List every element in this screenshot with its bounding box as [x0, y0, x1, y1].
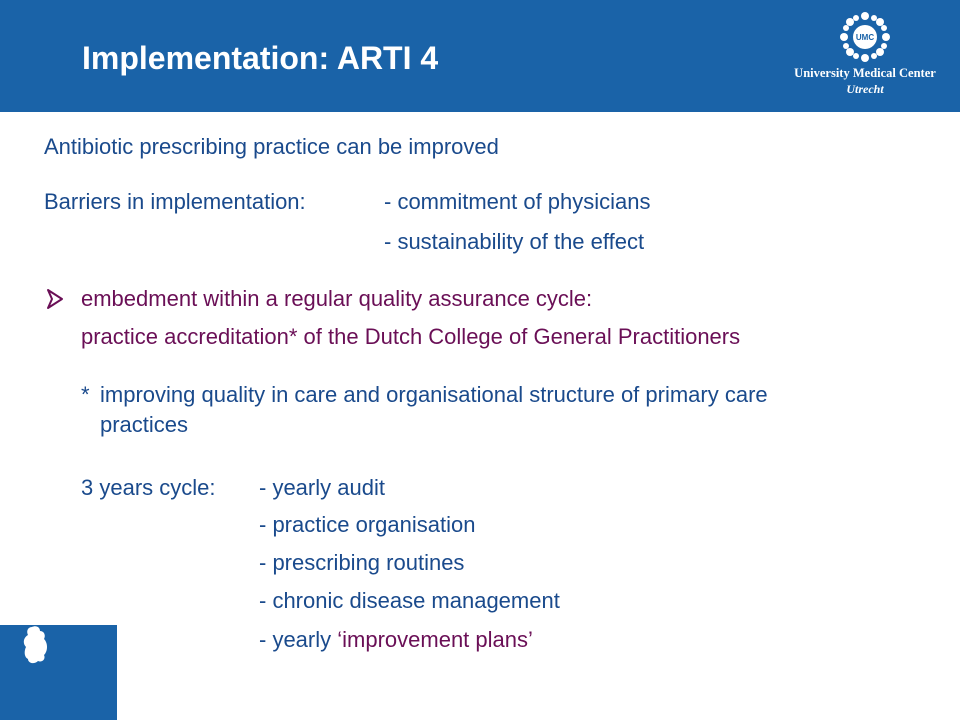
cycle-item-last-quoted: ‘improvement plans’: [337, 627, 533, 652]
barriers-label: Barriers in implementation:: [44, 189, 306, 214]
page-title: Implementation: ARTI 4: [82, 40, 439, 76]
logo-line2: Utrecht: [846, 82, 884, 96]
barrier-item-1: - commitment of physicians: [384, 189, 651, 214]
cycle-item: - practice organisation: [259, 512, 476, 537]
bullet-line-1: embedment within a regular quality assurance cycle:: [81, 286, 593, 311]
bullet-line-2: practice accreditation* of the Dutch College of General Practitioners: [81, 324, 741, 349]
umc-sun-icon: [836, 8, 894, 66]
footnote-star: *: [81, 382, 90, 407]
cycle-item-last: [259, 627, 533, 653]
utrecht-figure-icon: [20, 625, 54, 665]
cycle-item: - chronic disease management: [259, 588, 560, 613]
intro-line: Antibiotic prescribing practice can be improved: [44, 134, 499, 159]
footnote-line-2: practices: [100, 412, 189, 437]
umc-logo: [790, 8, 940, 103]
cycle-item: - yearly audit: [259, 475, 385, 500]
cycle-item-last-prefix: - yearly: [259, 627, 338, 652]
logo-line1: University Medical Center: [794, 66, 936, 80]
barrier-item-2: - sustainability of the effect: [384, 229, 645, 254]
header-bar: [0, 0, 960, 112]
corner-block: [0, 625, 117, 720]
footnote-line-1: improving quality in care and organisational structure of primary care: [100, 382, 768, 407]
arrow-bullet-icon: [44, 288, 66, 310]
cycle-item: - prescribing routines: [259, 550, 465, 575]
cycle-label: 3 years cycle:: [81, 475, 216, 500]
logo-mark-text: UMC: [855, 33, 875, 42]
